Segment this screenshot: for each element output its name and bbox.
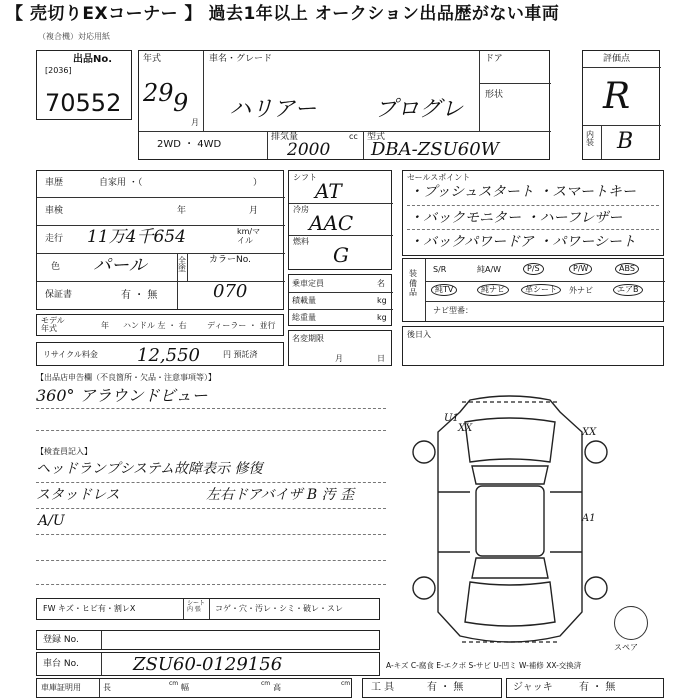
garage-cert-label: 車庫証明用 — [41, 683, 81, 692]
weight-unit: kg — [377, 313, 387, 322]
sales-line-1: ・プッシュスタート ・スマートキー — [409, 184, 636, 200]
car-damage-diagram — [410, 392, 610, 652]
name-change-day: 日 — [377, 354, 385, 363]
equip-alloy-wheel: 純A/W — [477, 265, 502, 274]
door-label: ドア — [485, 54, 503, 64]
inspector-line-2b: 左右ドアバイザ B 汚 歪 — [206, 487, 355, 503]
color-no-label: カラーNo. — [209, 255, 251, 265]
chassis-label: 車台 No. — [43, 659, 79, 669]
recycle-box — [36, 342, 284, 366]
registration-row — [36, 630, 380, 650]
inspection-label: 車検 — [45, 206, 64, 216]
registration-label: 登録 No. — [43, 635, 79, 645]
score-box — [582, 50, 660, 160]
inspector-label: 【検査員記入】 — [36, 447, 92, 456]
equip-aftermarket-navi: 外ナビ — [569, 286, 593, 295]
color-value: パール — [93, 255, 147, 276]
inspector-line-3: A/U — [38, 513, 65, 529]
history-box — [36, 170, 284, 310]
lot-box — [36, 50, 132, 120]
displacement-value: 2000 — [287, 140, 331, 160]
equip-abs: ABS — [615, 263, 639, 275]
recycle-value: 12,550 — [137, 345, 200, 366]
inspection-month: 月 — [249, 206, 259, 216]
diagram-mark-xx-left: XX — [458, 423, 473, 434]
equip-airbag: エアB — [613, 284, 643, 296]
shift-label: シフト — [293, 173, 317, 182]
banner-title: 【 売切りEXコーナー 】 過去1年以上 オークション出品歴がない車両 — [6, 4, 560, 24]
name-change-label: 名変期限 — [292, 334, 324, 343]
fw-row — [36, 598, 380, 620]
interior-label: 内装 — [586, 130, 594, 147]
capacity-box — [288, 274, 392, 326]
capacity-unit: 名 — [377, 279, 385, 288]
recycle-label: リサイクル料金 — [43, 350, 98, 359]
shift-value: AT — [315, 179, 342, 203]
chassis-row — [36, 652, 380, 676]
load-label: 積載量 — [292, 296, 316, 305]
color-label: 色 — [51, 262, 61, 272]
weight-label: 総重量 — [292, 313, 316, 322]
dealer-label: ディーラー ・ 並行 — [207, 321, 276, 330]
car-name: ハリアー — [229, 97, 317, 122]
shape-label: 形状 — [485, 90, 504, 100]
seller-notes-line-1: 360° アラウンドビュー — [36, 386, 208, 405]
diagram-mark-a1: A1 — [582, 513, 596, 524]
diagram-mark-xx-right: XX — [582, 427, 597, 438]
warranty-label: 保証書 — [45, 290, 73, 300]
model-year-row — [36, 314, 284, 336]
garage-cert-row — [36, 678, 352, 698]
mileage-label: 走行 — [45, 234, 64, 244]
lot-number: 70552 — [45, 89, 122, 117]
sales-line-2: ・バックモニター ・ハーフレザー — [409, 210, 623, 226]
drive-label: 2WD ・ 4WD — [157, 139, 222, 150]
height-unit: cm — [341, 680, 351, 687]
model-type-label: 型式 — [367, 132, 386, 142]
capacity-label: 乗車定員 — [292, 279, 324, 288]
jack-row — [506, 678, 664, 698]
seat-inner-label: シート内 張 — [187, 600, 206, 613]
name-label: 車名・グレード — [209, 54, 273, 64]
fuel-value: G — [333, 243, 349, 267]
interior-value: B — [617, 129, 634, 154]
equipment-box — [402, 258, 664, 322]
handle-label: ハンドル 左 ・ 右 — [123, 321, 187, 330]
equip-power-steering: P/S — [523, 263, 544, 275]
history-close: ） — [253, 178, 263, 188]
warranty-value: 有 ・ 無 — [121, 290, 158, 301]
width-unit: cm — [261, 680, 271, 687]
width-label: 幅 — [181, 683, 189, 692]
year-value: 29 — [143, 79, 174, 107]
model-type-value: DBA-ZSU60W — [371, 139, 500, 160]
height-label: 高 — [273, 683, 281, 692]
equip-power-window: P/W — [569, 263, 592, 275]
sales-line-3: ・バックパワードア ・パワーシート — [409, 234, 636, 250]
equip-tv: 純TV — [431, 284, 457, 296]
mileage-value: 11万4千654 — [87, 227, 186, 247]
navi-model-label: ナビ型番： — [433, 306, 473, 315]
inspector-line-1: ヘッドランプシステム故障表示 修復 — [36, 461, 263, 477]
cooler-label: 冷房 — [293, 205, 309, 214]
sales-point-label: セールスポイント — [407, 173, 471, 182]
equip-leather-seat: 革シート — [521, 284, 561, 296]
displacement-label: 排気量 — [271, 132, 299, 142]
history-label: 車歴 — [45, 178, 64, 188]
fuel-label: 燃料 — [293, 237, 309, 246]
color-repaint-label: 全塗 — [178, 256, 186, 273]
car-grade: プログレ — [375, 97, 464, 122]
seat-condition-label: コゲ・穴・汚レ・シミ・破レ・スレ — [215, 604, 343, 613]
spare-wheel-icon — [614, 606, 648, 640]
tools-row — [362, 678, 502, 698]
shift-box — [288, 170, 392, 270]
inspection-year: 年 — [177, 206, 187, 216]
model-year-label: モデル年式 — [41, 316, 65, 333]
color-no-value: 070 — [213, 281, 248, 302]
damage-legend: A-キズ C-腐食 E-エクボ S-サビ U-凹ミ W-補修 XX-交換済 — [386, 661, 582, 670]
later-label: 後日入 — [407, 330, 431, 339]
sales-point-box — [402, 170, 664, 256]
tools-value: 有 ・ 無 — [427, 682, 464, 693]
equip-navi: 純ナビ — [477, 284, 509, 296]
form-note: （複合機）対応用紙 — [38, 32, 110, 41]
recycle-unit: 円 預託済 — [223, 350, 258, 359]
history-value: 自家用 ・（ — [99, 178, 143, 188]
seller-notes-label: 【出品店申告欄（不良箇所・欠品・注意事項等）】 — [36, 373, 216, 382]
month-unit: 月 — [191, 118, 199, 127]
jack-value: 有 ・ 無 — [579, 682, 616, 693]
name-change-box — [288, 330, 392, 366]
cooler-value: AAC — [309, 211, 354, 235]
name-change-month: 月 — [335, 354, 343, 363]
later-box — [402, 326, 664, 366]
lot-small-code: [2036] — [45, 66, 72, 75]
length-unit: cm — [169, 680, 179, 687]
equip-sunroof: S/R — [433, 265, 447, 274]
header-grid — [138, 50, 550, 160]
load-unit: kg — [377, 296, 387, 305]
diagram-mark-u1: U1 — [444, 413, 459, 424]
chassis-value: ZSU60-0129156 — [133, 654, 283, 675]
score-label: 評価点 — [603, 54, 631, 64]
length-label: 長 — [103, 683, 111, 692]
displacement-unit: cc — [349, 132, 358, 141]
fw-label: FW キズ・ヒビ有・割レX — [43, 604, 136, 613]
spare-label: スペア — [614, 643, 638, 652]
tools-label: 工 具 — [371, 682, 395, 693]
lot-label: 出品No. — [73, 54, 113, 65]
inspector-line-2: スタッドレス — [36, 487, 120, 503]
month-value: 9 — [173, 89, 189, 117]
year-label: 年式 — [143, 54, 162, 64]
equipment-label: 装備品 — [409, 269, 417, 298]
model-year-unit: 年 — [101, 321, 109, 330]
score-value: R — [603, 76, 631, 117]
mileage-unit: km/マイル — [237, 227, 261, 245]
jack-label: ジャッキ — [513, 682, 553, 693]
